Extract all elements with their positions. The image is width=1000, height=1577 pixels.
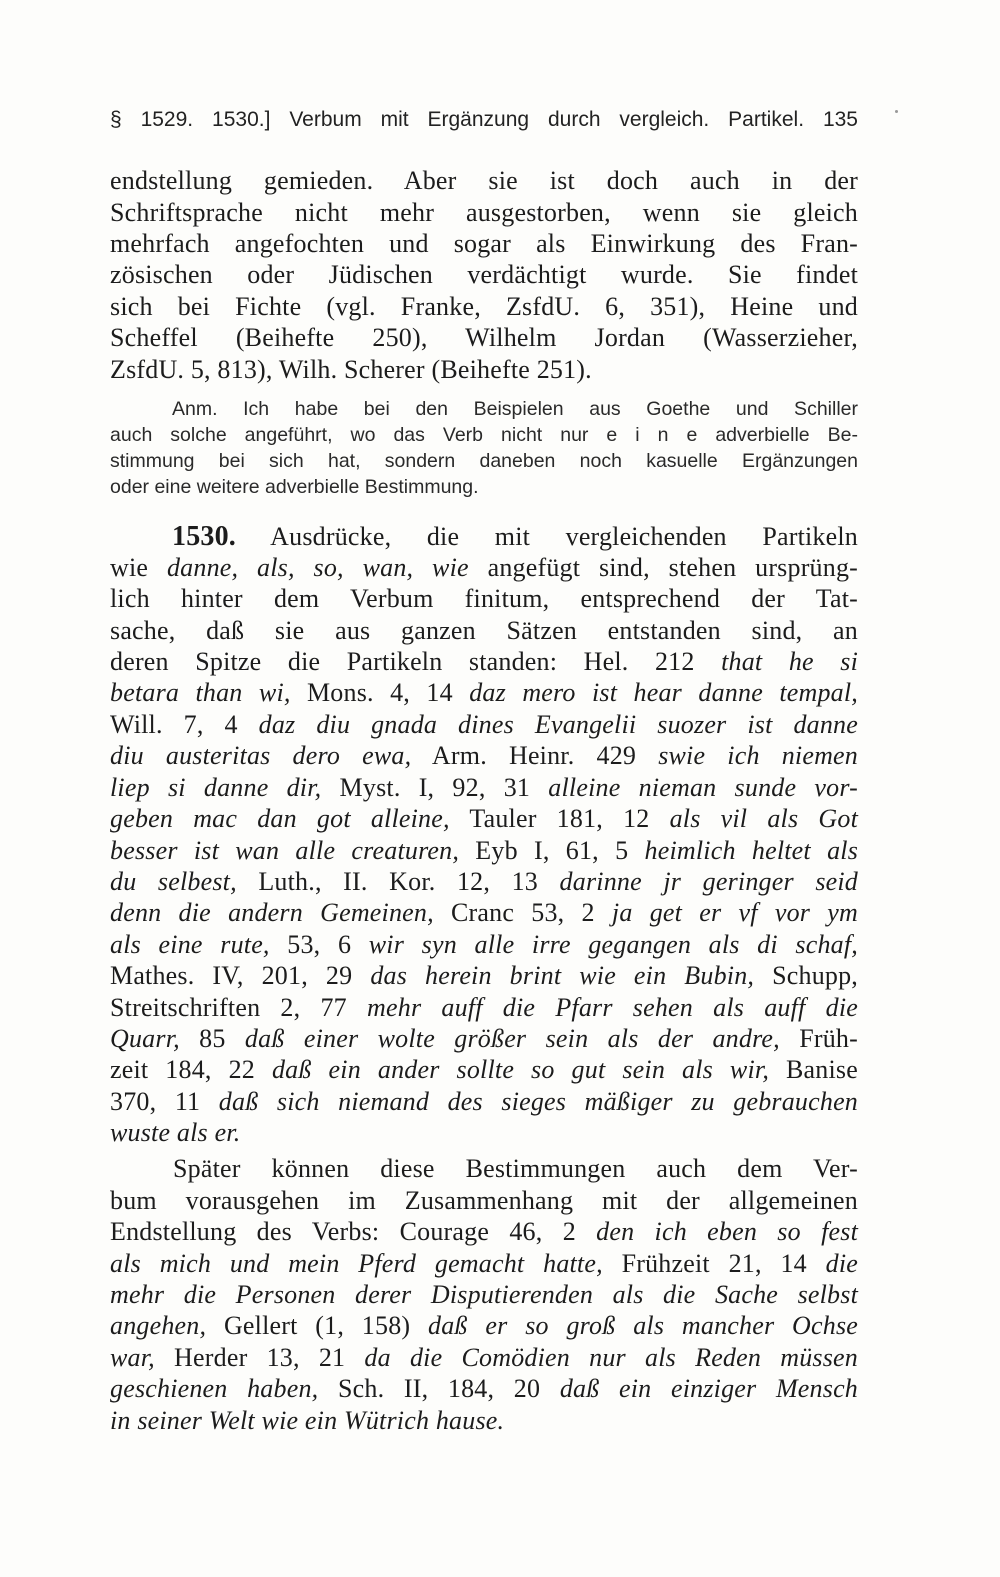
text-line: deren Spitze die Partikeln standen: Hel. 212 that he si xyxy=(110,647,858,676)
text-line: Scheffel (Beihefte 250), Wilhelm Jordan (Wasserzieher, xyxy=(110,323,858,352)
text-line: zösischen oder Jüdischen verdächtigt wurde. Sie findet xyxy=(110,260,858,289)
text-line: betara than wi, Mons. 4, 14 daz mero ist hear danne tempal, xyxy=(110,678,858,707)
note-line: Anm. Ich habe bei den Beispielen aus Goethe und Schiller xyxy=(172,398,858,420)
section-reference: § 1529. 1530.] xyxy=(110,108,271,131)
note-line: stimmung bei sich hat, sondern daneben noch kasuelle Ergänzungen xyxy=(110,450,858,472)
text-line: du selbest, Luth., II. Kor. 12, 13 darinne jr geringer seid xyxy=(110,867,858,896)
note-line: oder eine weitere adverbielle Bestimmung. xyxy=(110,476,479,498)
text-line: sache, daß sie aus ganzen Sätzen entstanden sind, an xyxy=(110,616,858,645)
text-line: Quarr, 85 daß einer wolte größer sein als der andre, Früh- xyxy=(110,1024,858,1053)
text-line: ZsfdU. 5, 813), Wilh. Scherer (Beihefte 251). xyxy=(110,355,592,384)
text-line: Streitschriften 2, 77 mehr auff die Pfarr sehen als auff die xyxy=(110,993,858,1022)
text-line: als mich und mein Pferd gemacht hatte, Frühzeit 21, 14 die xyxy=(110,1249,859,1278)
text-line: lich hinter dem Verbum finitum, entsprechend der Tat- xyxy=(110,584,858,613)
text-line: diu austeritas dero ewa, Arm. Heinr. 429 swie ich niemen xyxy=(110,741,859,770)
running-title: Verbum mit Ergänzung durch vergleich. Partikel. xyxy=(289,108,805,131)
text-line: mehr die Personen derer Disputierenden als die Sache selbst xyxy=(110,1280,858,1309)
section-heading-line: 1530. Ausdrücke, die mit vergleichenden Partikeln xyxy=(172,521,858,552)
text-line: Will. 7, 4 daz diu gnada dines Evangelii suozer ist danne xyxy=(110,710,858,739)
running-header xyxy=(110,108,858,132)
text-line: besser ist wan alle creaturen, Eyb I, 61, 5 heimlich heltet als xyxy=(110,836,859,865)
page-number: 135 xyxy=(822,108,858,131)
note-line: auch solche angeführt, wo das Verb nicht nur e i n e adverbielle Be- xyxy=(110,424,858,446)
text-line: in seiner Welt wie ein Wütrich hause. xyxy=(110,1406,505,1435)
text-line: als eine rute, 53, 6 wir syn alle irre gegangen als di schaf, xyxy=(110,930,858,959)
text-line: war, Herder 13, 21 da die Comödien nur als Reden müssen xyxy=(110,1343,858,1372)
text-line: zeit 184, 22 daß ein ander sollte so gut sein als wir, Banise xyxy=(110,1055,858,1084)
text-line: Später können diese Bestimmungen auch dem Ver- xyxy=(173,1154,858,1183)
text-line: denn die andern Gemeinen, Cranc 53, 2 ja get er vf vor ym xyxy=(110,898,859,927)
text-line: 370, 11 daß sich niemand des sieges mäßiger zu gebrauchen xyxy=(110,1087,859,1116)
text-line: bum vorausgehen im Zusammenhang mit der allgemeinen xyxy=(110,1186,858,1215)
text-line: sich bei Fichte (vgl. Franke, ZsfdU. 6, 351), Heine und xyxy=(110,292,858,321)
text-line: Mathes. IV, 201, 29 das herein brint wie ein Bubin, Schupp, xyxy=(110,961,859,990)
section-number: 1530. xyxy=(172,521,236,552)
paper-speck xyxy=(895,110,898,113)
text-line: geschienen haben, Sch. II, 184, 20 daß ein einziger Mensch xyxy=(110,1374,859,1403)
text-line: endstellung gemieden. Aber sie ist doch auch in der xyxy=(110,166,858,195)
text-line: geben mac dan got alleine, Tauler 181, 12 als vil als Got xyxy=(110,804,858,833)
text-line: wie danne, als, so, wan, wie angefügt sind, stehen ursprüng- xyxy=(110,553,859,582)
text-line: Endstellung des Verbs: Courage 46, 2 den ich eben so fest xyxy=(110,1217,858,1246)
text-line: mehrfach angefochten und sogar als Einwirkung des Fran- xyxy=(110,229,858,258)
text-line: liep si danne dir, Myst. I, 92, 31 alleine nieman sunde vor- xyxy=(110,773,858,802)
text-line: wuste als er. xyxy=(110,1118,241,1147)
text-line: angehen, Gellert (1, 158) daß er so groß als mancher Ochse xyxy=(110,1311,858,1340)
text-line: Schriftsprache nicht mehr ausgestorben, wenn sie gleich xyxy=(110,198,858,227)
